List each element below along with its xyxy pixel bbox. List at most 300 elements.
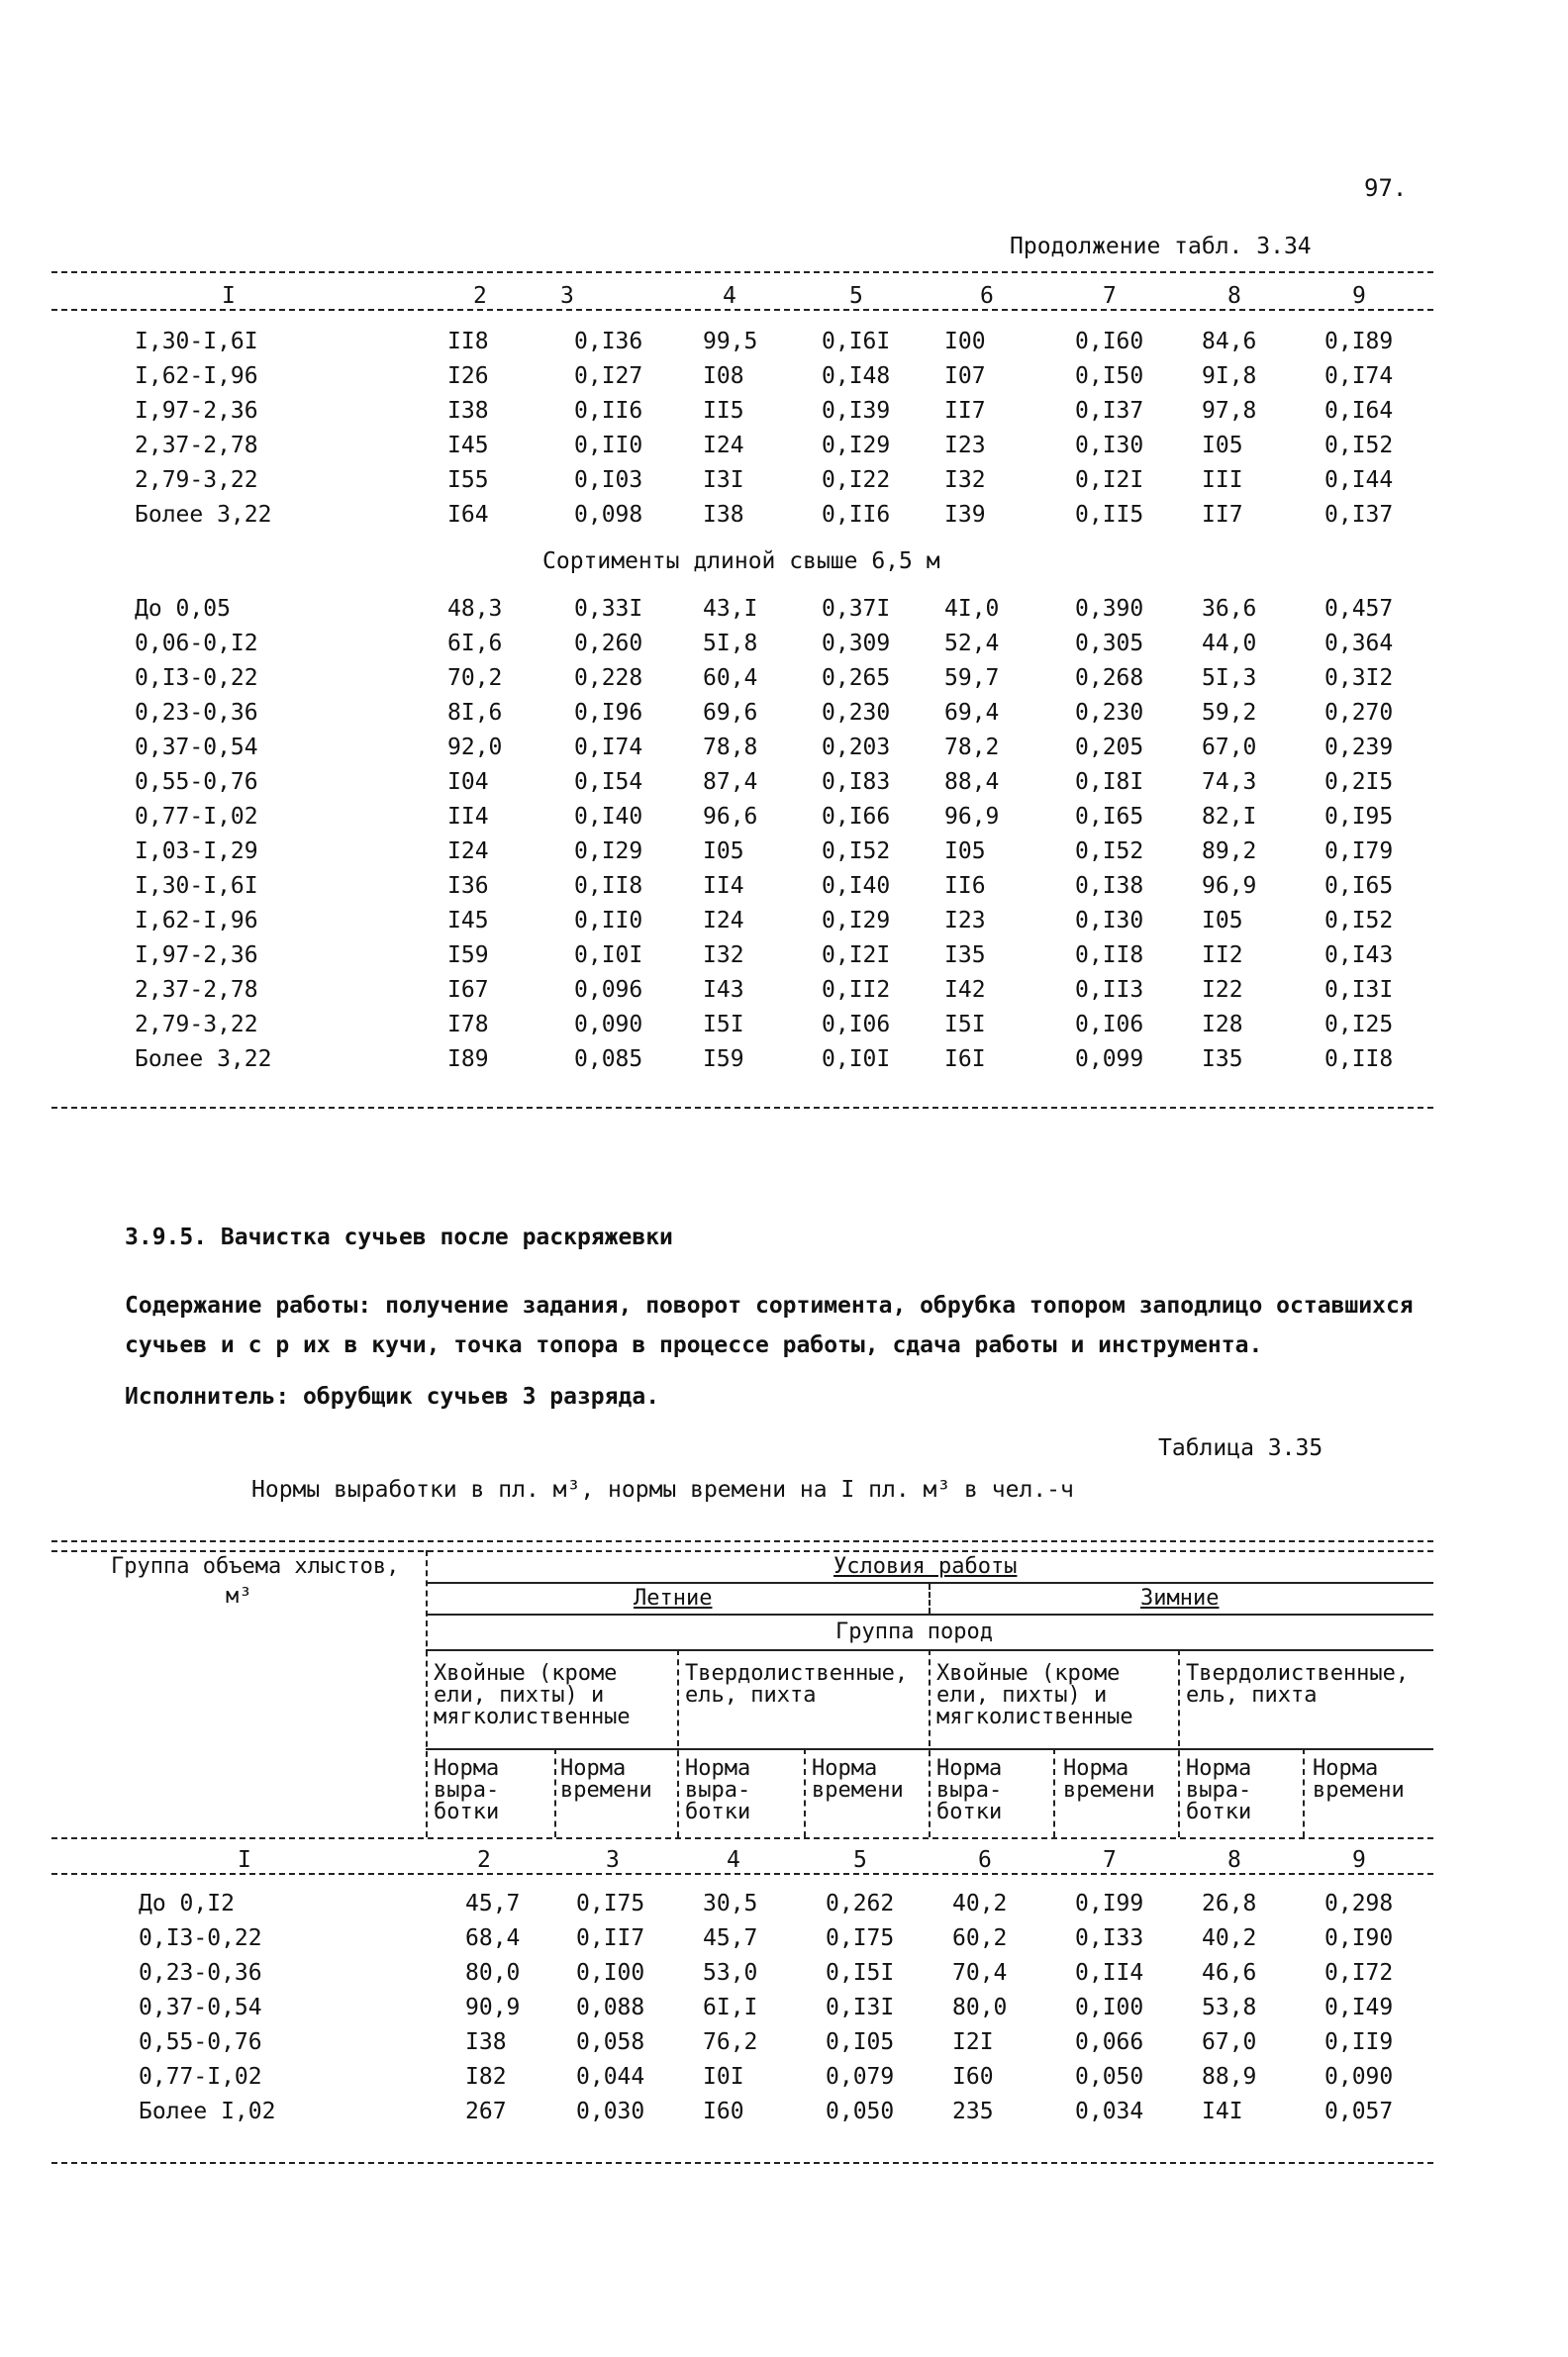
table-cell: I60 [952, 2064, 994, 2090]
table-cell: III [1202, 467, 1243, 493]
table-cell: 59,2 [1202, 700, 1257, 726]
table-cell: I36 [447, 873, 489, 899]
table-cell: 0,044 [576, 2064, 645, 2090]
table-cell: 60,2 [952, 1925, 1008, 1951]
table-cell: I4I [1202, 2099, 1243, 2124]
table-cell: 88,9 [1202, 2064, 1257, 2090]
table-cell: I35 [1202, 1046, 1243, 1072]
table-cell: I89 [447, 1046, 489, 1072]
table-row [0, 800, 1568, 834]
header-divider [1178, 1649, 1180, 1837]
rate-output-header: ботки [1186, 1800, 1252, 1824]
table-cell: I45 [447, 433, 489, 458]
table-cell: 0,I22 [822, 467, 891, 493]
table-cell: 0,I06 [822, 1012, 891, 1037]
table-cell: 0,I44 [1324, 467, 1394, 493]
table-cell: 0,3I2 [1324, 665, 1394, 691]
table-row [0, 835, 1568, 868]
table-cell: 96,6 [703, 804, 758, 830]
table-335-top-rule-2 [51, 1550, 1433, 1552]
hardwood-header: ель, пихта [1186, 1683, 1318, 1708]
table-cell: I78 [447, 1012, 489, 1037]
row-label: I,30-I,6I [135, 329, 258, 354]
table-cell: I28 [1202, 1012, 1243, 1037]
table-cell: 0,I37 [1324, 502, 1394, 528]
table-cell: 0,II2 [822, 977, 891, 1003]
table-cell: I23 [944, 433, 986, 458]
rate-time-header: времени [1313, 1778, 1405, 1803]
table-cell: 0,I89 [1324, 329, 1394, 354]
col-num: 2 [473, 283, 487, 309]
table-cell: 0,I33 [1075, 1925, 1144, 1951]
table-cell: I3I [703, 467, 744, 493]
rate-output-header: выра- [685, 1778, 751, 1803]
row-label: 0,37-0,54 [139, 1995, 262, 2020]
table-cell: I04 [447, 769, 489, 795]
table-cell: 45,7 [703, 1925, 758, 1951]
table-cell: 6I,6 [447, 631, 503, 656]
table-cell: 0,058 [576, 2029, 645, 2055]
table-cell: I82 [465, 2064, 507, 2090]
rate-output-header: Норма [685, 1756, 751, 1781]
table-cell: 0,I79 [1324, 838, 1394, 864]
table-row [0, 2025, 1568, 2059]
executor-text: Исполнитель: обрубщик сучьев 3 разряда. [125, 1384, 660, 1410]
work-content-line-1: Содержание работы: получение задания, поворот сортимента, обрубка топором заподлицо оставшихся [125, 1293, 1414, 1319]
table-row [0, 904, 1568, 937]
table-cell: I35 [944, 942, 986, 968]
header-divider [554, 1748, 556, 1837]
table-cell: 0,I75 [576, 1891, 645, 1916]
table-cell: 0,I66 [822, 804, 891, 830]
table-cell: I26 [447, 363, 489, 389]
row-label: 0,77-I,02 [135, 804, 258, 830]
table-cell: 0,230 [1075, 700, 1144, 726]
table-cell: 0,I75 [826, 1925, 895, 1951]
header-divider [1303, 1748, 1305, 1837]
table-cell: I67 [447, 977, 489, 1003]
table-cell: II6 [944, 873, 986, 899]
row-label: До 0,I2 [139, 1891, 235, 1916]
table-cell: I45 [447, 908, 489, 933]
table-cell: 0,I54 [574, 769, 643, 795]
table-row [0, 696, 1568, 730]
table-cell: 267 [465, 2099, 507, 2124]
table-cell: 40,2 [1202, 1925, 1257, 1951]
table-cell: 0,I5I [826, 1960, 895, 1986]
table-cell: II5 [703, 398, 744, 424]
table-cell: II7 [1202, 502, 1243, 528]
table-cell: 0,I39 [822, 398, 891, 424]
table-cell: 0,33I [574, 596, 643, 622]
table-row [0, 661, 1568, 695]
table-cell: 0,I38 [1075, 873, 1144, 899]
col-num: 5 [849, 283, 863, 309]
table-row [0, 498, 1568, 532]
table-row [0, 1991, 1568, 2024]
table-cell: 9I,8 [1202, 363, 1257, 389]
hardwood-header: Твердолиственные, [1186, 1661, 1410, 1686]
col-num: 9 [1352, 283, 1366, 309]
table-row [0, 627, 1568, 660]
table-cell: 0,I29 [822, 433, 891, 458]
table-cell: I0I [703, 2064, 744, 2090]
table-cell: 6I,I [703, 1995, 758, 2020]
table-cell: 0,37I [822, 596, 891, 622]
table-row [0, 429, 1568, 462]
row-label: 0,23-0,36 [139, 1960, 262, 1986]
species-group-header: Группа пород [835, 1620, 993, 1644]
rate-time-header: Норма [812, 1756, 878, 1781]
table-cell: 88,4 [944, 769, 1000, 795]
table-cell: 0,II0 [574, 433, 643, 458]
table-cell: 0,I48 [822, 363, 891, 389]
table-cell: 0,205 [1075, 735, 1144, 760]
row-label: I,30-I,6I [135, 873, 258, 899]
rate-output-header: ботки [685, 1800, 751, 1824]
row-label: 0,77-I,02 [139, 2064, 262, 2090]
table-cell: 5I,8 [703, 631, 758, 656]
table-cell: 0,I27 [574, 363, 643, 389]
table-335-numbers-rule [51, 1873, 1433, 1875]
table-cell: 92,0 [447, 735, 503, 760]
table-row [0, 463, 1568, 497]
row-label: 2,79-3,22 [135, 1012, 258, 1037]
table-cell: I5I [703, 1012, 744, 1037]
rate-output-header: ботки [434, 1800, 500, 1824]
table-cell: 0,I25 [1324, 1012, 1394, 1037]
table-row [0, 359, 1568, 393]
table-cell: 80,0 [465, 1960, 521, 1986]
table-cell: 0,I3I [1324, 977, 1394, 1003]
table-cell: 0,I00 [576, 1960, 645, 1986]
table-cell: 0,I90 [1324, 1925, 1394, 1951]
table-cell: 0,309 [822, 631, 891, 656]
table-cell: 0,II0 [574, 908, 643, 933]
table-cell: 0,298 [1324, 1891, 1394, 1916]
table-cell: 0,088 [576, 1995, 645, 2020]
header-divider [929, 1649, 931, 1837]
table-row [0, 394, 1568, 428]
table-cell: 0,I06 [1075, 1012, 1144, 1037]
table-cell: 53,8 [1202, 1995, 1257, 2020]
table-cell: I38 [447, 398, 489, 424]
table-cell: 0,I29 [822, 908, 891, 933]
table-cell: 0,I40 [574, 804, 643, 830]
table-335-column-numbers [0, 1843, 1568, 1877]
table-cell: 0,I43 [1324, 942, 1394, 968]
table-cell: 87,4 [703, 769, 758, 795]
table-cell: I23 [944, 908, 986, 933]
table-cell: 59,7 [944, 665, 1000, 691]
table-cell: I38 [703, 502, 744, 528]
header-divider [1053, 1748, 1055, 1837]
table-cell: 26,8 [1202, 1891, 1257, 1916]
table-row [0, 938, 1568, 972]
table-cell: 0,II6 [822, 502, 891, 528]
table-cell: 0,228 [574, 665, 643, 691]
row-label: 0,37-0,54 [135, 735, 258, 760]
table-cell: 44,0 [1202, 631, 1257, 656]
table-cell: I08 [703, 363, 744, 389]
table-continuation-caption: Продолжение табл. 3.34 [1010, 234, 1312, 259]
winter-header: Зимние [1140, 1586, 1220, 1611]
table-cell: 0,050 [826, 2099, 895, 2124]
table-cell: 48,3 [447, 596, 503, 622]
row-label: I,97-2,36 [135, 398, 258, 424]
page-number: 97. [1364, 174, 1408, 202]
row-label: 0,23-0,36 [135, 700, 258, 726]
table-cell: 0,II3 [1075, 977, 1144, 1003]
table-cell: I22 [1202, 977, 1243, 1003]
table-334-subheading: Сортименты длиной свыше 6,5 м [542, 548, 940, 574]
table-cell: 68,4 [465, 1925, 521, 1951]
table-cell: 0,I03 [574, 467, 643, 493]
table-cell: 82,I [1202, 804, 1257, 830]
table-cell: II8 [447, 329, 489, 354]
table-cell: I6I [944, 1046, 986, 1072]
table-cell: 67,0 [1202, 2029, 1257, 2055]
table-cell: 8I,6 [447, 700, 503, 726]
table-row [0, 1921, 1568, 1955]
table-cell: I59 [703, 1046, 744, 1072]
table-row [0, 731, 1568, 764]
table-cell: 0,I8I [1075, 769, 1144, 795]
table-cell: 0,457 [1324, 596, 1394, 622]
table-cell: 78,8 [703, 735, 758, 760]
table-cell: 0,096 [574, 977, 643, 1003]
table-cell: 69,6 [703, 700, 758, 726]
table-cell: I00 [944, 329, 986, 354]
table-cell: 0,390 [1075, 596, 1144, 622]
row-label: I,03-I,29 [135, 838, 258, 864]
table-334-top-rule [51, 271, 1433, 273]
table-cell: 0,099 [1075, 1046, 1144, 1072]
header-divider [426, 1550, 428, 1837]
table-335-title: Нормы выработки в пл. м³, нормы времени на I пл. м³ в чел.-ч [251, 1477, 1074, 1503]
table-cell: 89,2 [1202, 838, 1257, 864]
table-cell: 70,4 [952, 1960, 1008, 1986]
rate-output-header: Норма [434, 1756, 500, 1781]
conditions-header: Условия работы [833, 1554, 1018, 1579]
table-row [0, 2060, 1568, 2094]
table-cell: II7 [944, 398, 986, 424]
table-cell: 0,I52 [1075, 838, 1144, 864]
table-row [0, 592, 1568, 626]
table-cell: 0,I40 [822, 873, 891, 899]
conifer-header: мягколиственные [936, 1705, 1133, 1729]
table-cell: 97,8 [1202, 398, 1257, 424]
table-cell: 0,I74 [1324, 363, 1394, 389]
table-cell: 78,2 [944, 735, 1000, 760]
table-cell: I32 [703, 942, 744, 968]
table-cell: 0,I72 [1324, 1960, 1394, 1986]
table-cell: 0,305 [1075, 631, 1144, 656]
col-num: 4 [723, 283, 736, 309]
rate-time-header: времени [1063, 1778, 1155, 1803]
row-label: Более 3,22 [135, 1046, 272, 1072]
row-label: 0,I3-0,22 [135, 665, 258, 691]
table-cell: 0,I29 [574, 838, 643, 864]
table-cell: 0,II6 [574, 398, 643, 424]
table-cell: 36,6 [1202, 596, 1257, 622]
col-num: 6 [980, 283, 994, 309]
table-cell: 0,034 [1075, 2099, 1144, 2124]
col-num: 9 [1352, 1847, 1366, 1873]
row-label: 0,06-0,I2 [135, 631, 258, 656]
table-cell: 53,0 [703, 1960, 758, 1986]
rate-output-header: Норма [936, 1756, 1003, 1781]
rate-time-header: времени [560, 1778, 652, 1803]
table-row [0, 1956, 1568, 1990]
table-cell: 0,085 [574, 1046, 643, 1072]
table-cell: 0,I52 [822, 838, 891, 864]
rate-time-header: Норма [560, 1756, 627, 1781]
table-cell: 0,I60 [1075, 329, 1144, 354]
table-cell: II4 [447, 804, 489, 830]
group-volume-unit: м³ [226, 1584, 252, 1609]
section-heading: 3.9.5. Вачистка сучьев после раскряжевки [125, 1225, 673, 1250]
row-label: 0,55-0,76 [139, 2029, 262, 2055]
table-cell: 0,050 [1075, 2064, 1144, 2090]
table-cell: 0,II4 [1075, 1960, 1144, 1986]
table-cell: I59 [447, 942, 489, 968]
table-cell: 67,0 [1202, 735, 1257, 760]
table-cell: 0,I2I [1075, 467, 1144, 493]
table-cell: 0,II8 [574, 873, 643, 899]
table-cell: 0,I36 [574, 329, 643, 354]
table-cell: I07 [944, 363, 986, 389]
table-cell: 235 [952, 2099, 994, 2124]
table-row [0, 1042, 1568, 1076]
rate-time-header: времени [812, 1778, 904, 1803]
conifer-header: Хвойные (кроме [434, 1661, 618, 1686]
table-cell: I2I [952, 2029, 994, 2055]
row-label: 0,I3-0,22 [139, 1925, 262, 1951]
table-cell: 40,2 [952, 1891, 1008, 1916]
col-num: 3 [606, 1847, 620, 1873]
table-cell: 0,I6I [822, 329, 891, 354]
table-cell: 80,0 [952, 1995, 1008, 2020]
table-cell: 0,I96 [574, 700, 643, 726]
row-label: I,97-2,36 [135, 942, 258, 968]
hardwood-header: ель, пихта [685, 1683, 817, 1708]
table-cell: I24 [447, 838, 489, 864]
row-label: 2,37-2,78 [135, 977, 258, 1003]
rate-output-header: Норма [1186, 1756, 1252, 1781]
table-cell: 0,II8 [1324, 1046, 1394, 1072]
table-cell: 0,230 [822, 700, 891, 726]
col-num: 6 [978, 1847, 992, 1873]
table-cell: 0,II5 [1075, 502, 1144, 528]
table-cell: 43,I [703, 596, 758, 622]
conifer-header: ели, пихты) и [434, 1683, 605, 1708]
table-cell: 0,203 [822, 735, 891, 760]
table-cell: 0,I52 [1324, 433, 1394, 458]
table-cell: 0,I0I [822, 1046, 891, 1072]
table-cell: 0,I3I [826, 1995, 895, 2020]
row-label: 2,79-3,22 [135, 467, 258, 493]
table-cell: 0,I64 [1324, 398, 1394, 424]
table-cell: I05 [703, 838, 744, 864]
header-divider [929, 1584, 931, 1614]
rate-output-header: выра- [434, 1778, 500, 1803]
rate-time-header: Норма [1063, 1756, 1129, 1781]
table-cell: II2 [1202, 942, 1243, 968]
table-cell: 0,I65 [1324, 873, 1394, 899]
col-num: I [222, 283, 236, 309]
table-cell: I05 [1202, 433, 1243, 458]
table-cell: 52,4 [944, 631, 1000, 656]
table-row [0, 2095, 1568, 2128]
table-cell: I32 [944, 467, 986, 493]
table-cell: 69,4 [944, 700, 1000, 726]
row-label: Более 3,22 [135, 502, 272, 528]
table-cell: I39 [944, 502, 986, 528]
conifer-header: ели, пихты) и [936, 1683, 1108, 1708]
table-cell: I24 [703, 908, 744, 933]
col-num: 8 [1227, 1847, 1241, 1873]
table-cell: 0,I30 [1075, 433, 1144, 458]
header-rule [426, 1748, 1433, 1750]
rate-output-header: выра- [1186, 1778, 1252, 1803]
table-cell: 70,2 [447, 665, 503, 691]
rate-output-header: выра- [936, 1778, 1003, 1803]
table-cell: I05 [1202, 908, 1243, 933]
table-cell: I05 [944, 838, 986, 864]
table-335-caption: Таблица 3.35 [1158, 1435, 1323, 1461]
table-cell: 90,9 [465, 1995, 521, 2020]
table-cell: 30,5 [703, 1891, 758, 1916]
table-row [0, 973, 1568, 1007]
table-cell: I42 [944, 977, 986, 1003]
table-cell: 0,I65 [1075, 804, 1144, 830]
col-num: I [238, 1847, 251, 1873]
rate-output-header: ботки [936, 1800, 1003, 1824]
col-num: 2 [477, 1847, 491, 1873]
table-cell: 0,I99 [1075, 1891, 1144, 1916]
table-cell: 0,I00 [1075, 1995, 1144, 2020]
conifer-header: Хвойные (кроме [936, 1661, 1121, 1686]
table-cell: I60 [703, 2099, 744, 2124]
table-cell: I5I [944, 1012, 986, 1037]
table-cell: 0,265 [822, 665, 891, 691]
table-cell: 96,9 [944, 804, 1000, 830]
table-cell: 0,I83 [822, 769, 891, 795]
table-335-top-rule [51, 1540, 1433, 1542]
table-cell: 0,098 [574, 502, 643, 528]
table-cell: 96,9 [1202, 873, 1257, 899]
table-cell: 0,I49 [1324, 1995, 1394, 2020]
header-divider [677, 1649, 679, 1837]
table-cell: I64 [447, 502, 489, 528]
table-cell: I55 [447, 467, 489, 493]
table-cell: 0,I0I [574, 942, 643, 968]
table-cell: 4I,0 [944, 596, 1000, 622]
table-cell: I43 [703, 977, 744, 1003]
table-cell: I24 [703, 433, 744, 458]
table-cell: 0,I05 [826, 2029, 895, 2055]
table-335-bottom-rule [51, 2162, 1433, 2164]
table-cell: 74,3 [1202, 769, 1257, 795]
table-cell: 0,I2I [822, 942, 891, 968]
summer-header: Летние [634, 1586, 713, 1611]
row-label: Более I,02 [139, 2099, 276, 2124]
table-cell: 0,I37 [1075, 398, 1144, 424]
table-334-bottom-rule [51, 1107, 1433, 1109]
table-cell: 0,I95 [1324, 804, 1394, 830]
header-divider [804, 1748, 806, 1837]
